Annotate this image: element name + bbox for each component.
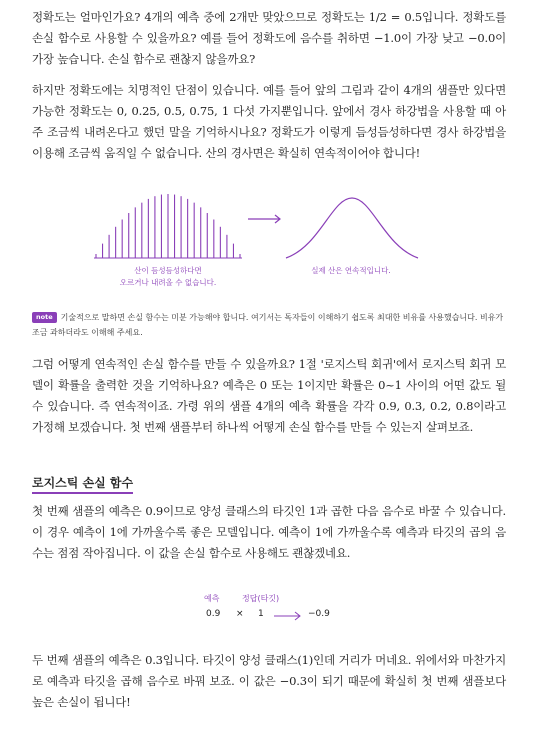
loss-equation: [200, 593, 360, 623]
note-box: [32, 310, 506, 340]
arrow-icon: [248, 215, 280, 223]
continuous-mountain: [286, 198, 418, 258]
paragraph-first-sample: 첫 번째 샘플의 예측은 0.9이므로 양성 클래스의 타깃인 1과 곱한 다음 음수로 바꿀 수 있습니다. 이 경우 예측이 1에 가까울수록 좋은 모델입니다. 예측이 1에 가까울수록 예측과 타깃의 곱의 음수는 점점 작아집니다. 이 값을 손실 함수로 사용해도 괜찮겠네요.: [32, 504, 506, 560]
section-title: 로지스틱 손실 함수: [32, 475, 133, 494]
arrow-icon: [272, 611, 302, 621]
discrete-mountain: [94, 194, 242, 258]
note-text: 기술적으로 말하면 손실 함수는 미분 가능해야 합니다. 여기서는 독자들이 이해하기 쉽도록 최대한 비유를 사용했습니다. 비유가 조금 과하더라도 이해해 주세요.: [32, 313, 504, 337]
mountain-illustration: [90, 186, 420, 296]
note-badge: note: [32, 312, 57, 323]
paragraph-accuracy-drawback: 하지만 정확도에는 치명적인 단점이 있습니다. 예를 들어 앞의 그림과 같이 4개의 샘플만 있다면 가능한 정확도는 0, 0.25, 0.5, 0.75, 1 다섯 가지뿐입니다. 앞에서 경사 하강법을 사용할 때 아주 조금씩 내려온다고 했던 말을 기억하시나요? 정확도가 이렇게 듬성듬성하다면 경사 하강법을 이용해 조금씩 움직일 수 없습니다. 산의 경사면은 확실히 연속적이어야 합니다!: [32, 83, 506, 160]
caption-continuous: 실제 산은 연속적입니다.: [311, 266, 391, 275]
times-sign: ×: [236, 609, 244, 619]
paragraph-continuous-loss: 그럼 어떻게 연속적인 손실 함수를 만들 수 있을까요? 1절 '로지스틱 회귀'에서 로지스틱 회귀 모델이 확률을 출력한 것을 기억하나요? 예측은 0 또는 1이지만 확률은 0~1 사이의 어떤 값도 될 수 있습니다. 즉 연속적이죠. 가령 위의 샘플 4개의 예측 확률을 각각 0.9, 0.3, 0.2, 0.8이라고 가정해 보겠습니다. 첫 번째 샘플부터 하나씩 어떻게 손실 함수를 만들 수 있는지 살펴보죠.: [32, 357, 506, 434]
caption-discrete-line1: 산이 듬성듬성하다면: [134, 266, 202, 275]
caption-discrete: [98, 265, 238, 289]
paragraph-second-sample: 두 번째 샘플의 예측은 0.3입니다. 타깃이 양성 클래스(1)인데 거리가 머네요. 위에서와 마찬가지로 예측과 타깃을 곱해 음수로 바꿔 보죠. 이 값은 −0.3이 되기 때문에 확실히 첫 번째 샘플보다 높은 손실이 됩니다!: [32, 653, 506, 709]
mountain-svg: [90, 186, 420, 266]
caption-discrete-line2: 오르거나 내려올 수 없습니다.: [119, 278, 217, 287]
result-value: −0.9: [308, 609, 330, 619]
paragraph-accuracy-question: 정확도는 얼마인가요? 4개의 예측 중에 2개만 맞았으므로 정확도는 1/2 = 0.5입니다. 정확도를 손실 함수로 사용할 수 있을까요? 예를 들어 정확도에 음수를 취하면 −1.0이 가장 낮고 −0.0이 가장 높습니다. 손실 함수로 괜찮지 않을까요?: [32, 10, 506, 66]
target-value: 1: [258, 609, 264, 619]
prediction-value: 0.9: [206, 609, 221, 619]
label-target: 정답(타깃): [242, 594, 280, 603]
label-prediction: 예측: [204, 594, 220, 603]
